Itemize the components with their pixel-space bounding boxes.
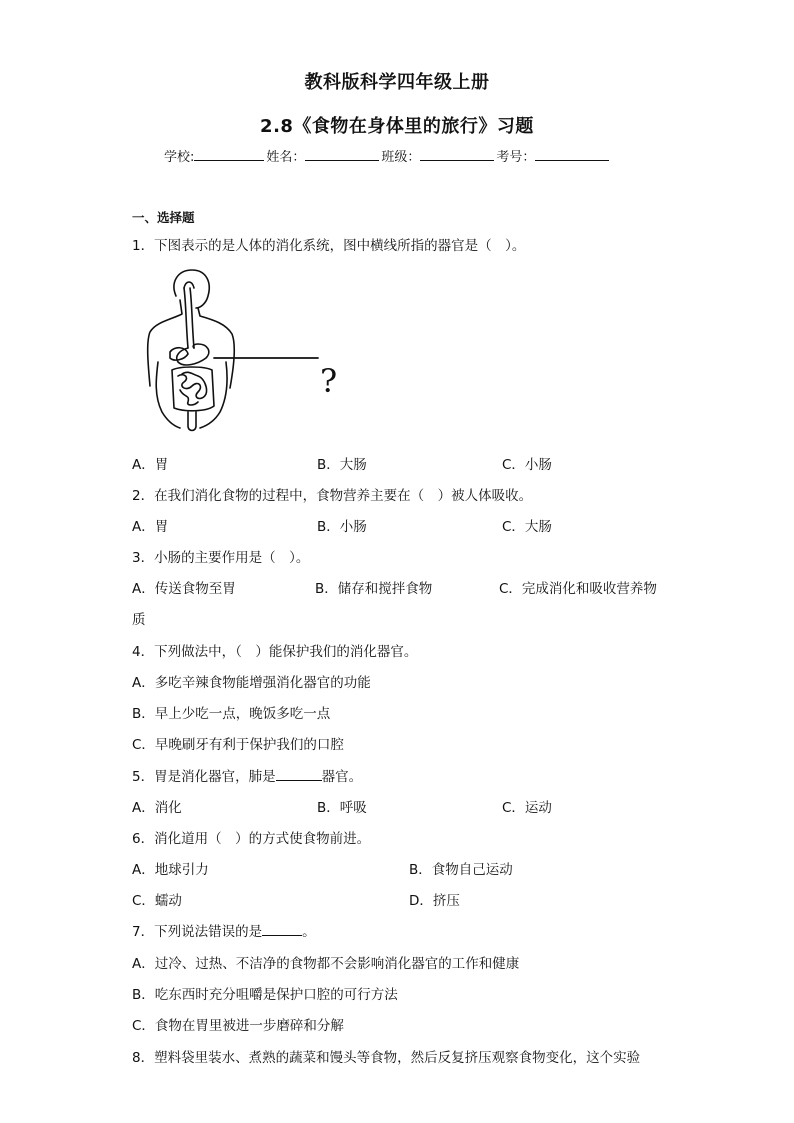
class-blank[interactable] [420, 147, 494, 161]
school-label: 学校: [164, 150, 195, 165]
name-label: 姓名： [266, 150, 306, 165]
q7-option-a[interactable]: A．过冷、过热、不洁净的食物都不会影响消化器官的工作和健康 [132, 956, 520, 972]
q3-option-c-wrap: 质 [132, 612, 146, 628]
q5-answer-blank[interactable] [276, 768, 322, 781]
q5-option-a[interactable]: A．消化 [132, 800, 182, 816]
question-2-stem: 2．在我们消化食物的过程中，食物营养主要在（ ）被人体吸收。 [132, 488, 533, 504]
q4-option-c[interactable]: C．早晚刷牙有利于保护我们的口腔 [132, 737, 344, 753]
question-3-stem: 3．小肠的主要作用是（ ）。 [132, 550, 310, 566]
q1-option-c[interactable]: C．小肠 [502, 457, 552, 473]
q2-option-b[interactable]: B．小肠 [317, 519, 367, 535]
name-blank[interactable] [305, 147, 379, 161]
worksheet-title: 教科版科学四年级上册 [304, 72, 490, 93]
q6-option-b[interactable]: B．食物自己运动 [409, 862, 513, 878]
q3-option-a[interactable]: A．传送食物至胃 [132, 581, 236, 597]
small-intestine-lower [180, 390, 198, 405]
question-5-stem [132, 765, 362, 785]
esophagus-outer [190, 288, 194, 348]
question-6-stem: 6．消化道用（ ）的方式使食物前进。 [132, 831, 371, 847]
q7-option-c[interactable]: C．食物在胃里被进一步磨碎和分解 [132, 1018, 344, 1034]
mouth-cavity [184, 282, 194, 288]
q4-option-b[interactable]: B．早上少吃一点，晚饭多吃一点 [132, 706, 331, 722]
exam-no-blank[interactable] [535, 147, 609, 161]
question-8-stem: 8．塑料袋里装水、煮熟的蔬菜和馒头等食物，然后反复挤压观察食物变化，这个实验 [132, 1050, 641, 1066]
q3-option-b[interactable]: B．储存和搅拌食物 [315, 581, 433, 597]
q6-option-c[interactable]: C．蠕动 [132, 893, 182, 909]
left-shoulder-outline [148, 300, 182, 386]
q6-option-a[interactable]: A．地球引力 [132, 862, 209, 878]
q5-stem-start: 5．胃是消化器官，肺是 [132, 769, 276, 785]
q7-answer-blank[interactable] [262, 923, 302, 936]
q1-option-b[interactable]: B．大肠 [317, 457, 367, 473]
student-info-row [164, 146, 611, 165]
small-intestine [178, 372, 207, 398]
q4-option-a[interactable]: A．多吃辛辣食物能增强消化器官的功能 [132, 675, 371, 691]
exam-no-label: 考号： [496, 150, 536, 165]
q3-option-c[interactable]: C．完成消化和吸收营养物 [499, 581, 657, 597]
torso-left [156, 362, 180, 428]
q6-option-d[interactable]: D．挤压 [409, 893, 460, 909]
q5-option-c[interactable]: C．运动 [502, 800, 552, 816]
q2-option-a[interactable]: A．胃 [132, 519, 169, 535]
section-heading: 一、选择题 [132, 210, 195, 225]
q7-stem-start: 7．下列说法错误的是 [132, 924, 263, 940]
q5-option-b[interactable]: B．呼吸 [317, 800, 367, 816]
q1-option-a[interactable]: A．胃 [132, 457, 169, 473]
question-1-stem: 1．下图表示的是人体的消化系统，图中横线所指的器官是（ ）。 [132, 238, 526, 254]
q7-option-b[interactable]: B．吃东西时充分咀嚼是保护口腔的可行方法 [132, 987, 398, 1003]
esophagus [184, 288, 188, 348]
stomach [177, 344, 209, 365]
q5-stem-end: 器官。 [321, 769, 363, 785]
question-4-stem: 4．下列做法中，（ ）能保护我们的消化器官。 [132, 644, 418, 660]
school-blank[interactable] [194, 147, 264, 161]
q7-stem-end: 。 [302, 924, 316, 940]
digestive-system-figure [140, 266, 340, 438]
rectum [188, 412, 196, 431]
question-mark-label: ? [320, 362, 338, 400]
q2-option-c[interactable]: C．大肠 [502, 519, 552, 535]
question-7-stem [132, 920, 316, 940]
class-label: 班级： [381, 150, 421, 165]
worksheet-subtitle: 2.8《食物在身体里的旅行》习题 [260, 116, 534, 137]
right-shoulder-outline [198, 308, 234, 388]
